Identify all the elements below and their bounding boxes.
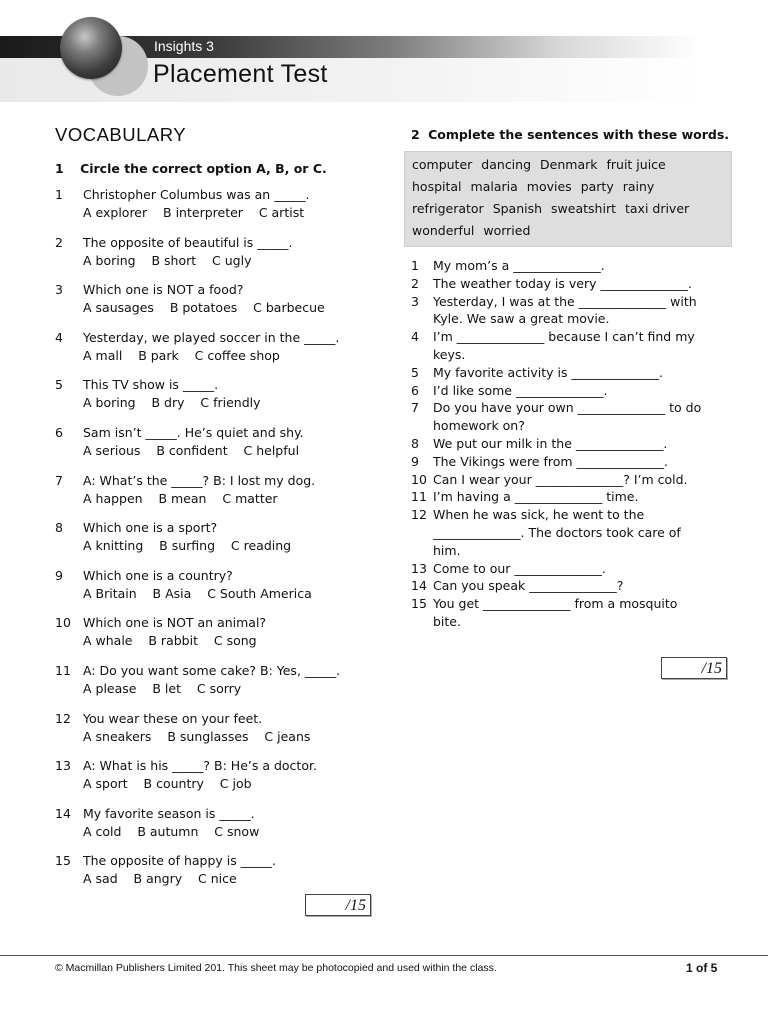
word-bank-word: hospital	[412, 179, 462, 194]
section2-number: 2	[411, 127, 420, 142]
answer-options[interactable]: A sport B country C job	[83, 776, 252, 792]
question-text: Which one is a sport?	[83, 520, 218, 536]
question-text: The opposite of happy is _____.	[83, 853, 276, 869]
question-text: A: What is his _____? B: He’s a doctor.	[83, 758, 317, 774]
question-item	[55, 662, 340, 698]
answer-options[interactable]: A please B let C sorry	[83, 681, 242, 696]
question-number: 5	[55, 377, 63, 393]
question-text: A: Do you want some cake? B: Yes, _____.	[83, 663, 341, 678]
sentence-number: 6	[411, 382, 419, 398]
question-item	[55, 710, 310, 746]
answer-options[interactable]: A mall B park C coffee shop	[83, 347, 280, 363]
sentence-number: 9	[411, 453, 419, 469]
question-item	[55, 567, 312, 603]
logo-sphere-icon	[60, 17, 122, 79]
section2-header	[411, 127, 729, 142]
sentence-line[interactable]: My mom’s a ______________.	[433, 258, 605, 273]
sentence-item	[411, 595, 677, 631]
answer-options[interactable]: A boring B short C ugly	[83, 252, 252, 268]
section1-header	[55, 161, 327, 176]
sentence-line[interactable]: I’m having a ______________ time.	[433, 489, 639, 505]
sentence-line[interactable]: keys.	[433, 346, 466, 362]
sentence-line[interactable]: I’m ______________ because I can’t find my	[433, 329, 695, 345]
word-bank-word: taxi driver	[624, 201, 690, 216]
sentence-number: 2	[411, 275, 419, 291]
answer-options[interactable]: A whale B rabbit C song	[83, 633, 257, 649]
word-bank-word: dancing	[481, 157, 532, 172]
sentence-item	[411, 435, 667, 453]
question-item	[55, 376, 261, 412]
question-text: This TV show is _____.	[83, 377, 219, 393]
question-number: 10	[55, 615, 71, 631]
sentence-line[interactable]: Can I wear your ______________? I’m cold.	[433, 471, 688, 487]
sentence-number: 4	[411, 329, 419, 345]
sentence-line[interactable]: The Vikings were from ______________.	[433, 453, 669, 469]
question-text: My favorite season is _____.	[83, 805, 255, 821]
question-item	[55, 234, 293, 270]
answer-options[interactable]: A sad B angry C nice	[83, 871, 237, 887]
sentence-number: 1	[411, 258, 419, 273]
question-text: Which one is a country?	[83, 567, 233, 583]
footer-copyright: © Macmillan Publishers Limited 201. This sheet may be photocopied and used within the class.	[55, 962, 497, 974]
question-text: Sam isn’t _____. He’s quiet and shy.	[83, 425, 304, 440]
sentence-number: 3	[411, 293, 419, 309]
answer-options[interactable]: A serious B confident C helpful	[83, 443, 300, 458]
section2-instruction: Complete the sentences with these words.	[428, 127, 730, 142]
question-number: 3	[55, 282, 63, 298]
sentence-line[interactable]: Kyle. We saw a great movie.	[433, 311, 610, 327]
word-bank-row	[412, 223, 539, 238]
answer-options[interactable]: A Britain B Asia C South America	[83, 585, 312, 601]
question-item	[55, 281, 325, 317]
question-text: A: What’s the _____? B: I lost my dog.	[83, 472, 316, 488]
question-number: 2	[55, 234, 63, 250]
question-number: 12	[55, 710, 71, 726]
sentence-line[interactable]: When he was sick, he went to the	[433, 507, 645, 523]
question-item	[55, 852, 276, 888]
question-item	[55, 519, 291, 555]
sentence-line[interactable]: The weather today is very ______________.	[433, 275, 692, 291]
answer-options[interactable]: A happen B mean C matter	[83, 490, 278, 506]
sentence-line[interactable]: bite.	[433, 613, 461, 629]
question-number: 7	[55, 472, 63, 488]
section1-instruction: Circle the correct option A, B, or C.	[80, 161, 327, 176]
sentence-line[interactable]: him.	[433, 542, 461, 558]
sentence-line[interactable]: I’d like some ______________.	[433, 382, 608, 398]
sentence-item	[411, 275, 692, 293]
section1-number: 1	[55, 161, 64, 176]
sentence-line[interactable]: ______________. The doctors took care of	[433, 524, 681, 540]
question-text: Yesterday, we played soccer in the _____.	[83, 329, 340, 345]
sentence-line[interactable]: homework on?	[433, 418, 525, 434]
section-heading: VOCABULARY	[55, 124, 187, 145]
word-bank-word: wonderful	[412, 223, 475, 238]
word-bank-word: refrigerator	[412, 201, 484, 216]
sentence-item	[411, 293, 697, 329]
sentence-item	[411, 560, 606, 578]
section2-score-box[interactable]	[661, 657, 727, 679]
answer-options[interactable]: A cold B autumn C snow	[83, 823, 260, 839]
sentence-line[interactable]: Can you speak ______________?	[433, 578, 624, 594]
answer-options[interactable]: A sneakers B sunglasses C jeans	[83, 728, 311, 744]
question-number: 4	[55, 329, 63, 345]
question-item	[55, 472, 315, 508]
word-bank-word: party	[580, 179, 614, 194]
word-bank-word: rainy	[622, 179, 655, 194]
section1-score-box[interactable]	[305, 894, 371, 916]
question-number: 15	[55, 853, 71, 869]
question-number: 8	[55, 520, 63, 536]
sentence-number: 13	[411, 560, 427, 576]
word-bank-word: movies	[526, 179, 572, 194]
sentence-item	[411, 328, 695, 364]
sentence-line[interactable]: My favorite activity is ______________.	[433, 364, 663, 380]
question-text: Which one is NOT an animal?	[83, 615, 267, 631]
question-text: Which one is NOT a food?	[83, 282, 244, 298]
section2-score: /15	[701, 660, 722, 677]
word-bank-word: Spanish	[492, 201, 543, 216]
question-item	[55, 757, 317, 793]
answer-options[interactable]: A boring B dry C friendly	[83, 395, 261, 411]
sentence-line[interactable]: Do you have your own ______________ to do	[433, 400, 702, 416]
sentence-number: 11	[411, 489, 427, 505]
word-bank-word: worried	[483, 223, 531, 238]
sentence-line[interactable]: Yesterday, I was at the ______________ with	[433, 293, 697, 309]
question-item	[55, 424, 304, 460]
sentence-number: 15	[411, 596, 427, 612]
question-item	[55, 186, 309, 222]
question-item	[55, 805, 259, 841]
sentence-item	[411, 488, 638, 506]
question-item	[55, 614, 266, 650]
sentence-number: 5	[411, 364, 419, 380]
sentence-line[interactable]: You get ______________ from a mosquito	[433, 596, 678, 612]
series-title: Insights 3	[154, 38, 214, 54]
sentence-item	[411, 382, 607, 400]
word-bank-word: sweatshirt	[551, 201, 616, 216]
sentence-item	[411, 506, 681, 559]
answer-options[interactable]: A explorer B interpreter C artist	[83, 205, 305, 220]
word-bank	[404, 151, 732, 247]
sentence-item	[411, 453, 668, 471]
word-bank-row	[412, 179, 663, 194]
answer-options[interactable]: A knitting B surfing C reading	[83, 538, 292, 554]
word-bank-word: fruit juice	[606, 157, 666, 172]
question-number: 9	[55, 567, 63, 583]
question-number: 13	[55, 758, 71, 774]
sentence-number: 12	[411, 507, 427, 523]
question-text: You wear these on your feet.	[83, 710, 263, 726]
sentence-item	[411, 364, 663, 382]
page-title: Placement Test	[153, 60, 328, 88]
page-number: 1 of 5	[686, 961, 718, 975]
sentence-item	[411, 399, 701, 435]
word-bank-word: computer	[412, 157, 473, 172]
sentence-item	[411, 471, 688, 489]
question-number: 11	[55, 663, 71, 678]
sentence-number: 7	[411, 400, 419, 416]
answer-options[interactable]: A sausages B potatoes C barbecue	[83, 300, 325, 316]
sentence-item	[411, 257, 605, 275]
word-bank-word: Denmark	[540, 157, 598, 172]
sentence-line[interactable]: Come to our ______________.	[433, 560, 606, 576]
word-bank-word: malaria	[470, 179, 518, 194]
sentence-number: 14	[411, 578, 427, 594]
question-text: The opposite of beautiful is _____.	[83, 234, 293, 250]
footer-divider	[0, 955, 768, 956]
section1-score: /15	[345, 897, 366, 914]
question-number: 6	[55, 425, 63, 440]
question-number: 1	[55, 187, 63, 202]
question-text: Christopher Columbus was an _____.	[83, 187, 310, 202]
sentence-number: 10	[411, 471, 427, 487]
question-number: 14	[55, 805, 71, 821]
word-bank-row	[412, 201, 698, 216]
word-bank-row	[412, 157, 675, 172]
question-item	[55, 329, 339, 365]
sentence-line[interactable]: We put our milk in the ______________.	[433, 436, 668, 451]
sentence-number: 8	[411, 436, 419, 451]
sentence-item	[411, 577, 623, 595]
